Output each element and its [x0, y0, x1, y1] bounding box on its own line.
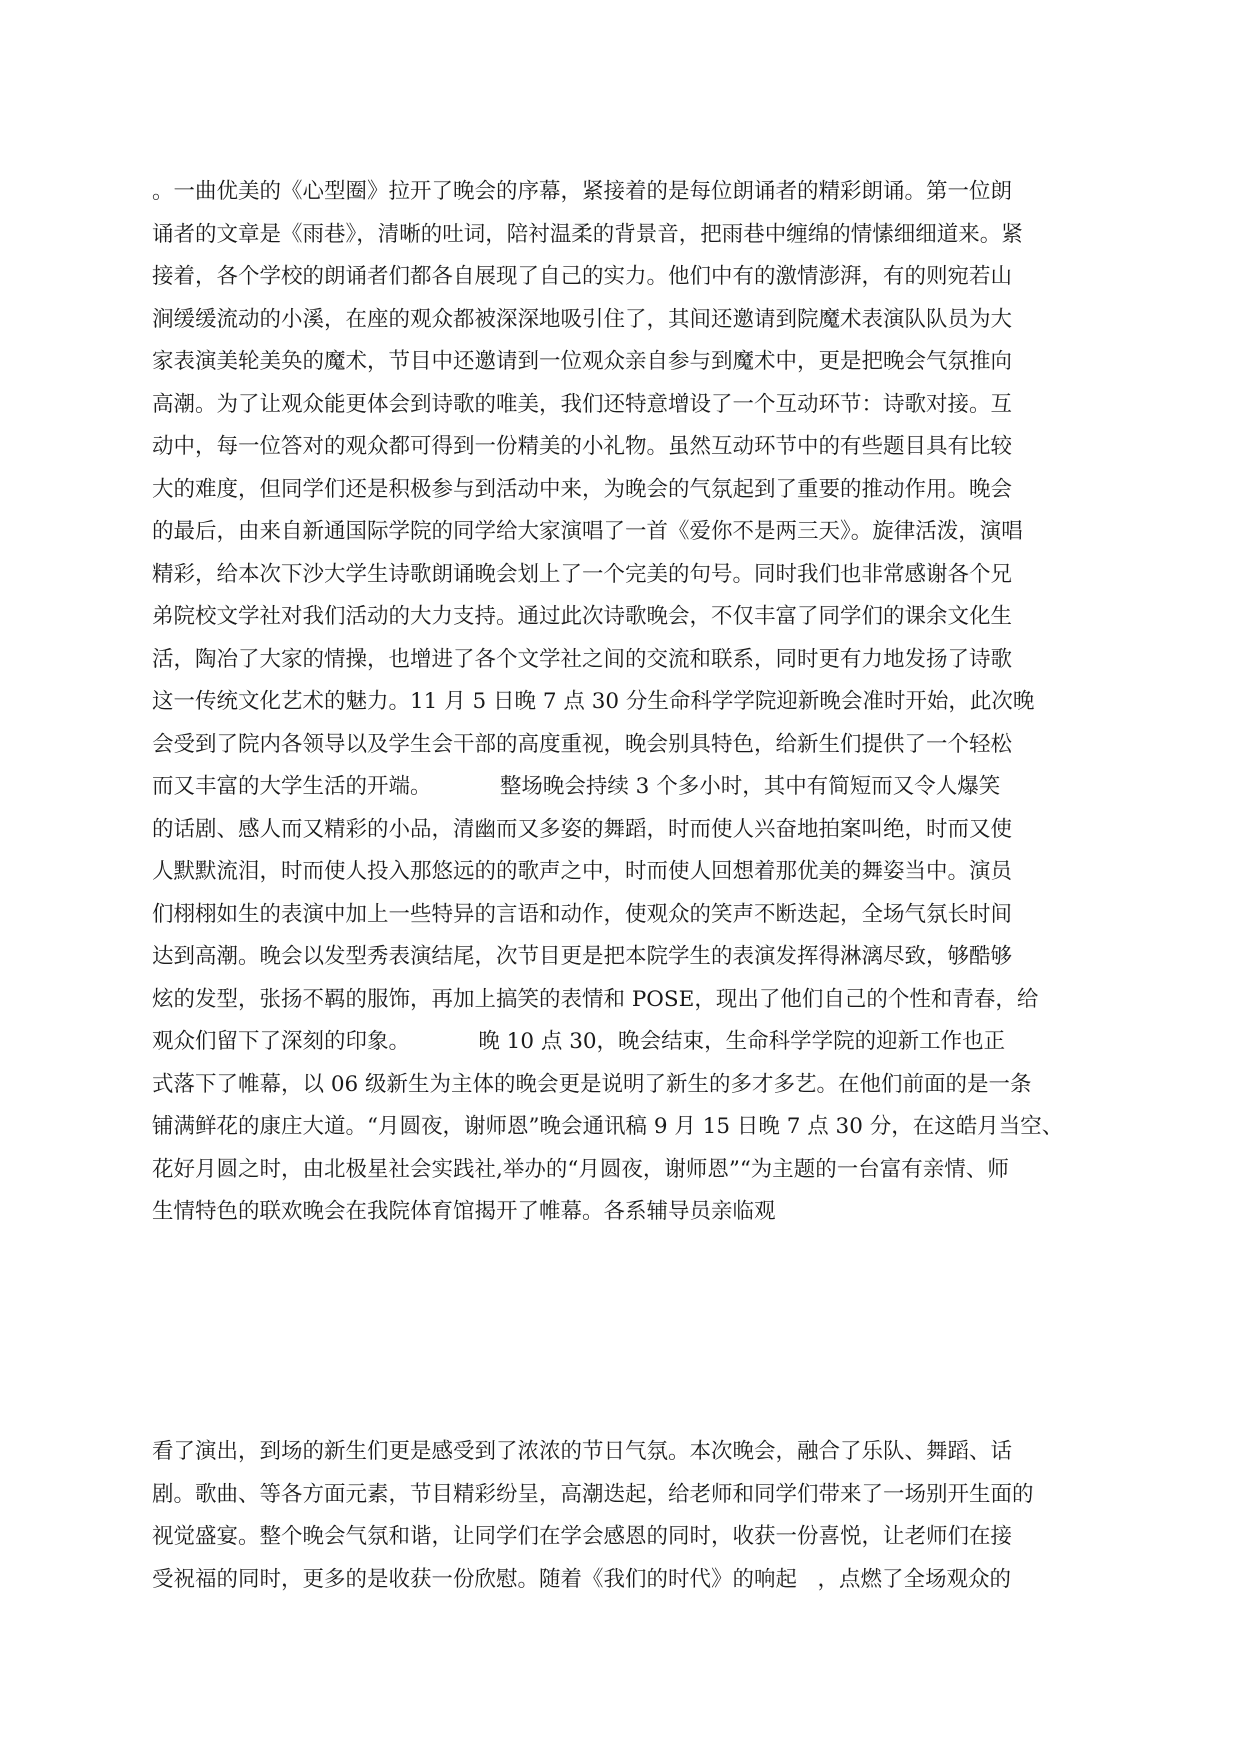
- text-line: 大的难度，但同学们还是积极参与到活动中来，为晚会的气氛起到了重要的推动作用。晚会: [152, 476, 1013, 502]
- text-line: 铺满鲜花的康庄大道。“月圆夜，谢师恩”晚会通讯稿 9 月 15 日晚 7 点 30 分，在这皓月当空、: [152, 1114, 1064, 1139]
- text-line: 诵者的文章是《雨巷》，清晰的吐词，陪衬温柔的背景音，把雨巷中缠绵的情愫细细道来。紧: [152, 221, 1023, 247]
- text-line: 。一曲优美的《心型圈》拉开了晚会的序幕，紧接着的是每位朗诵者的精彩朗诵。第一位朗: [152, 179, 1013, 204]
- text-line: 剧。歌曲、等各方面元素，节目精彩纷呈，高潮迭起，给老师和同学们带来了一场别开生面的: [152, 1481, 1034, 1507]
- text-line: 视觉盛宴。整个晚会气氛和谐，让同学们在学会感恩的同时，收获一份喜悦，让老师们在接: [152, 1524, 1013, 1549]
- text-line: 的最后，由来自新通国际学院的同学给大家演唱了一首《爱你不是两三天》。旋律活泼，演唱: [152, 519, 1023, 544]
- text-line: 而又丰富的大学生活的开端。 整场晚会持续 3 个多小时，其中有简短而又令人爆笑: [152, 774, 1001, 799]
- body-paragraph-1: [152, 171, 1124, 1234]
- text-line: 会受到了院内各领导以及学生会干部的高度重视，晚会别具特色，给新生们提供了一个轻松: [152, 731, 1013, 757]
- text-line: 高潮。为了让观众能更体会到诗歌的唯美，我们还特意增设了一个互动环节：诗歌对接。互: [152, 391, 1013, 417]
- text-line: 式落下了帷幕，以 06 级新生为主体的晚会更是说明了新生的多才多艺。在他们前面的是一条: [152, 1071, 1032, 1097]
- text-line: 们栩栩如生的表演中加上一些特异的言语和动作，使观众的笑声不断迭起，全场气氛长时间: [152, 901, 1013, 927]
- text-line: 这一传统文化艺术的魅力。11 月 5 日晚 7 点 30 分生命科学学院迎新晚会准时开始，此次晚: [152, 689, 1035, 714]
- text-line: 看了演出，到场的新生们更是感受到了浓浓的节日气氛。本次晚会，融合了乐队、舞蹈、话: [152, 1439, 1013, 1464]
- text-line: 观众们留下了深刻的印象。 晚 10 点 30，晚会结束，生命科学学院的迎新工作也正: [152, 1029, 1006, 1054]
- text-line: 动中，每一位答对的观众都可得到一份精美的小礼物。虽然互动环节中的有些题目具有比较: [152, 434, 1013, 459]
- text-line: 达到高潮。晚会以发型秀表演结尾，次节目更是把本院学生的表演发挥得淋漓尽致，够酷够: [152, 944, 1013, 969]
- text-line: 花好月圆之时，由北极星社会实践社,举办的“月圆夜，谢师恩”“为主题的一台富有亲情、师: [152, 1156, 1009, 1182]
- text-line: 人默默流泪，时而使人投入那悠远的的歌声之中，时而使人回想着那优美的舞姿当中。演员: [152, 859, 1013, 884]
- text-line: 的话剧、感人而又精彩的小品，清幽而又多姿的舞蹈，时而使人兴奋地拍案叫绝，时而又使: [152, 816, 1013, 842]
- text-line: 接着，各个学校的朗诵者们都各自展现了自己的实力。他们中有的激情澎湃，有的则宛若山: [152, 264, 1013, 289]
- text-line: 炫的发型，张扬不羁的服饰，再加上搞笑的表情和 POSE，现出了他们自己的个性和青春，给: [152, 986, 1039, 1012]
- text-line: 受祝福的同时，更多的是收获一份欣慰。随着《我们的时代》的响起 ，点燃了全场观众的: [152, 1566, 1012, 1592]
- text-line: 涧缓缓流动的小溪，在座的观众都被深深地吸引住了，其间还邀请到院魔术表演队队员为大: [152, 306, 1013, 332]
- text-line: 家表演美轮美奂的魔术，节目中还邀请到一位观众亲自参与到魔术中，更是把晚会气氛推向: [152, 349, 1013, 374]
- body-paragraph-2: [152, 1431, 1124, 1601]
- text-line: 生情特色的联欢晚会在我院体育馆揭开了帷幕。各系辅导员亲临观: [152, 1199, 776, 1224]
- text-line: 弟院校文学社对我们活动的大力支持。通过此次诗歌晚会，不仅丰富了同学们的课余文化生: [152, 604, 1013, 629]
- text-line: 活，陶冶了大家的情操，也增进了各个文学社之间的交流和联系，同时更有力地发扬了诗歌: [152, 646, 1013, 672]
- text-line: 精彩，给本次下沙大学生诗歌朗诵晚会划上了一个完美的句号。同时我们也非常感谢各个兄: [152, 561, 1013, 587]
